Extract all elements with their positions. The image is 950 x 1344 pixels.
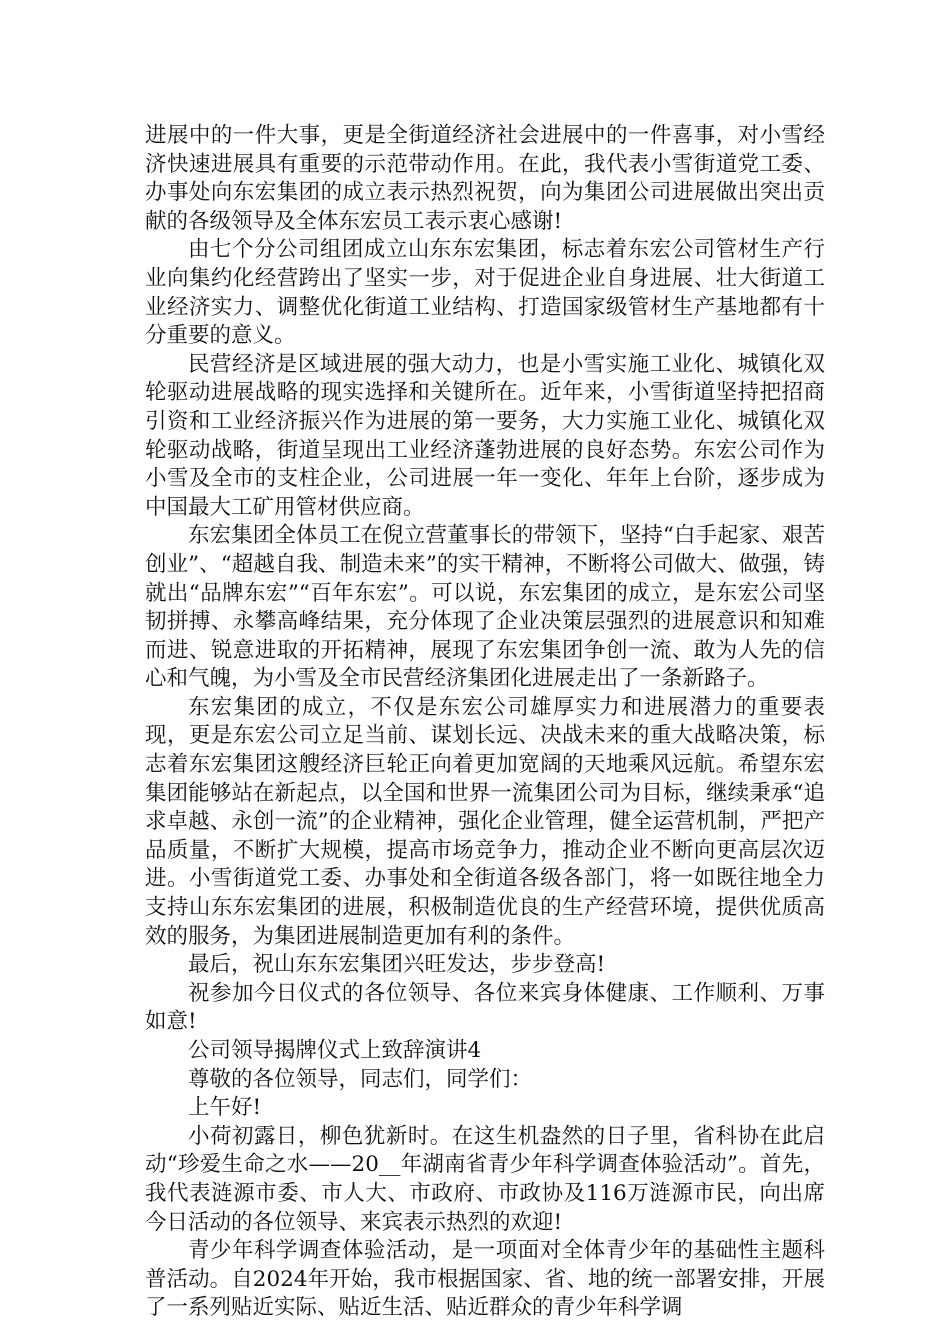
salutation: 尊敬的各位领导，同志们，同学们：: [188, 1066, 533, 1092]
paragraph: 东宏集团的成立，不仅是东宏公司雄厚实力和进展潜力的重要表现，更是东宏公司立足当前、谋划长远、决战未来的重大战略决策，标志着东宏集团这艘经济巨轮正向着更加宽阔的天地乘风远航。希望东宏集团能够站在新起点，以全国和世界一流集团公司为目标，继续秉承“追求卓越、永创一流”的企业精神，强化企业管理，健全运营机制，严把产品质量，不断扩大规模，提高市场竞争力，推动企业不断向更高层次迈进。小雪街道党工委、办事处和全街道各级各部门，将一如既往地全力支持山东东宏集团的进展，积极制造优良的生产经营环境，提供优质高效的服务，为集团进展制造更加有利的条件。: [145, 694, 825, 949]
greeting: 上午好!: [188, 1095, 262, 1121]
paragraph: 青少年科学调查体验活动，是一项面对全体青少年的基础性主题科普活动。自2024年开始，我市根据国家、省、地的统一部署安排，开展了一系列贴近实际、贴近生活、贴近群众的青少年科学调: [145, 1238, 825, 1321]
paragraph: 最后，祝山东东宏集团兴旺发达，步步登高!: [188, 952, 606, 978]
paragraph-continuation: 进展中的一件大事，更是全街道经济社会进展中的一件喜事，对小雪经济快速进展具有重要的示范带动作用。在此，我代表小雪街道党工委、办事处向东宏集团的成立表示热烈祝贺，向为集团公司进展做出突出贡献的各级领导及全体东宏员工表示衷心感谢!: [145, 123, 825, 234]
paragraph: 祝参加今日仪式的各位领导、各位来宾身体健康、工作顺利、万事如意!: [145, 980, 825, 1035]
paragraph: 由七个分公司组团成立山东东宏集团，标志着东宏公司管材生产行业向集约化经营跨出了坚实一步，对于促进企业自身进展、壮大街道工业经济实力、调整优化街道工业结构、打造国家级管材生产基地都有十分重要的意义。: [145, 237, 825, 349]
section-heading: 公司领导揭牌仪式上致辞演讲4: [188, 1038, 482, 1063]
paragraph: 民营经济是区域进展的强大动力，也是小雪实施工业化、城镇化双轮驱动进展战略的现实选择和关键所在。近年来，小雪街道坚持把招商引资和工业经济振兴作为进展的第一要务，大力实施工业化、城镇化双轮驱动战略，街道呈现出工业经济蓬勃进展的良好态势。东宏公司作为小雪及全市的支柱企业，公司进展一年一变化、年年上台阶，逐步成为中国最大工矿用管材供应商。: [145, 351, 825, 520]
paragraph: 东宏集团全体员工在倪立营董事长的带领下，坚持“白手起家、艰苦创业”、“超越自我、制造未来”的实干精神，不断将公司做大、做强，铸就出“品牌东宏”“百年东宏”。可以说，东宏集团的成立，是东宏公司坚韧拼搏、永攀高峰结果，充分体现了企业决策层强烈的进展意识和知难而进、锐意进取的开拓精神，展现了东宏集团争创一流、敢为人先的信心和气魄，为小雪及全市民营经济集团化进展走出了一条新路子。: [145, 523, 825, 692]
paragraph: 小荷初露日，柳色犹新时。在这生机盎然的日子里，省科协在此启动“珍爱生命之水——20__年湖南省青少年科学调查体验活动”。首先，我代表涟源市委、市人大、市政府、市政协及116万涟源市民，向出席今日活动的各位领导、来宾表示热烈的欢迎!: [145, 1123, 825, 1235]
document-page: [145, 122, 825, 1323]
